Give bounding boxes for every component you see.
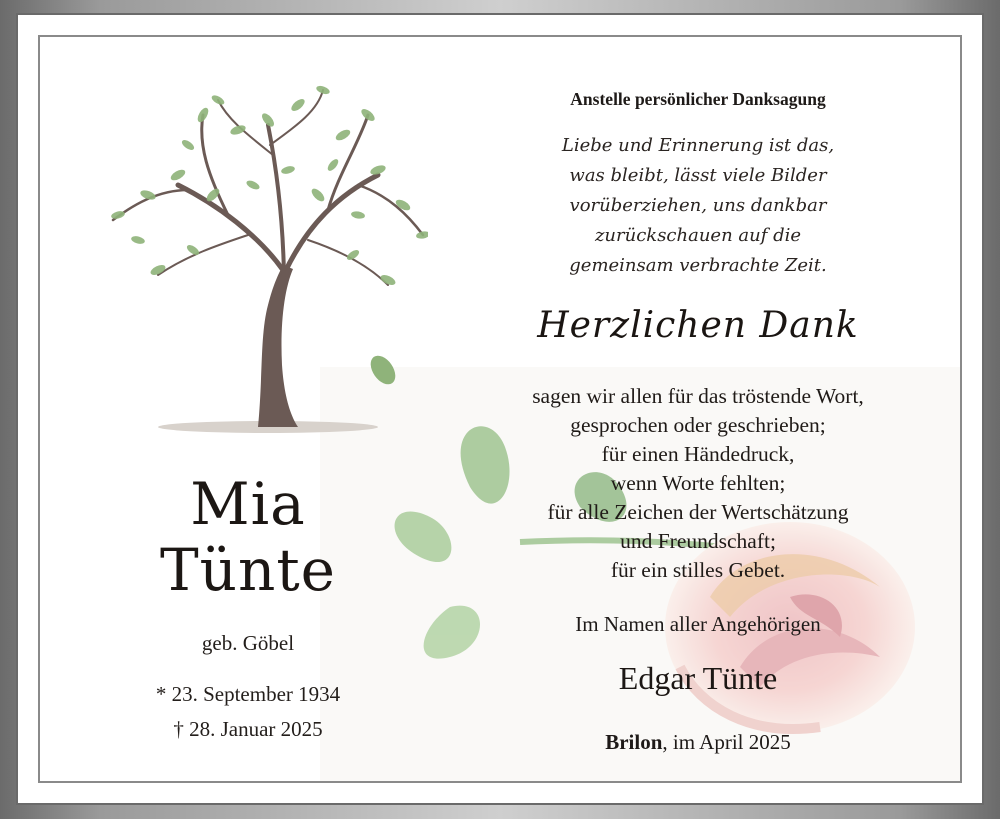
inner-frame bbox=[38, 35, 962, 783]
tree-illustration bbox=[88, 75, 428, 435]
thanks-text bbox=[463, 382, 933, 585]
thanks-line: sagen wir allen für das tröstende Wort, bbox=[532, 384, 864, 408]
place-name: Brilon bbox=[605, 730, 663, 754]
poem-line: Liebe und Erinnerung ist das, bbox=[561, 135, 835, 156]
thanks-title: Herzlichen Dank bbox=[537, 305, 859, 346]
first-name: Mia bbox=[190, 470, 306, 538]
thanks-line: für einen Händedruck, bbox=[601, 442, 795, 466]
thanks-line: für ein stilles Gebet. bbox=[610, 558, 786, 582]
thanks-line: und Freundschaft; bbox=[620, 529, 776, 553]
poem-line: gemeinsam verbrachte Zeit. bbox=[569, 255, 827, 276]
header-line: Anstelle persönlicher Danksagung bbox=[570, 89, 826, 109]
signer-name: Edgar Tünte bbox=[618, 660, 778, 696]
obituary-card bbox=[16, 13, 984, 805]
poem-line: vorüberziehen, uns dankbar bbox=[569, 195, 827, 216]
poem bbox=[463, 131, 933, 281]
poem-line: zurückschauen auf die bbox=[594, 225, 802, 246]
on-behalf-line: Im Namen aller Angehörigen bbox=[575, 612, 821, 636]
date-text: , im April 2025 bbox=[662, 730, 791, 754]
thanks-line: für alle Zeichen der Wertschätzung bbox=[547, 500, 849, 524]
death-date: † 28. Januar 2025 bbox=[173, 717, 323, 741]
last-name: Tünte bbox=[159, 536, 337, 604]
poem-line: was bleibt, lässt viele Bilder bbox=[569, 165, 827, 186]
thanks-line: gesprochen oder geschrieben; bbox=[570, 413, 826, 437]
place-date bbox=[463, 730, 933, 755]
birth-name: geb. Göbel bbox=[201, 631, 295, 655]
birth-date: * 23. September 1934 bbox=[155, 682, 341, 706]
thanks-line: wenn Worte fehlten; bbox=[610, 471, 786, 495]
